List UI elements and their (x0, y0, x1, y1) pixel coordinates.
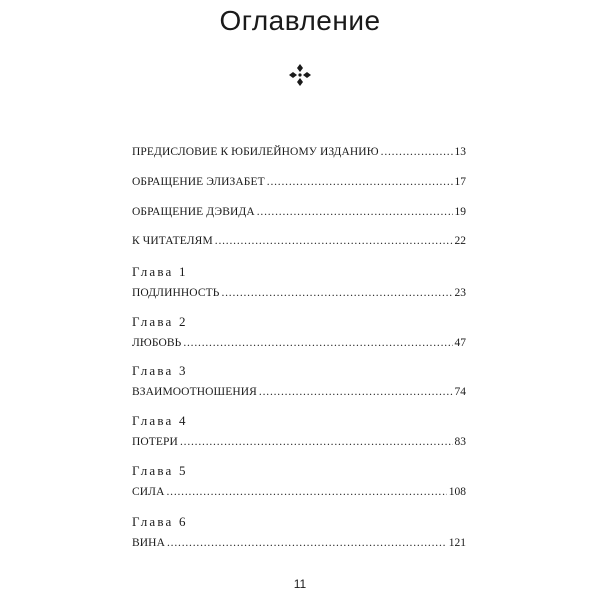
dot-leader (267, 174, 453, 190)
toc-entry-page: 19 (454, 206, 466, 218)
toc-entry-chapter-3[interactable] (132, 384, 466, 400)
toc-entry-page: 121 (448, 537, 466, 549)
page-title: Оглавление (219, 5, 381, 36)
toc-entry-label: ОБРАЩЕНИЕ ЭЛИЗАБЕТ (132, 176, 265, 188)
toc-entry-label: ПОТЕРИ (132, 436, 178, 448)
chapter-heading-2: Глава 2 (132, 314, 188, 329)
dot-leader (215, 233, 453, 249)
toc-entry-chapter-2[interactable] (132, 335, 466, 351)
toc-entry-chapter-6[interactable] (132, 535, 466, 551)
toc-entry-david-address[interactable] (132, 204, 466, 220)
toc-entry-label: ЛЮБОВЬ (132, 337, 182, 349)
toc-entry-page: 74 (454, 386, 466, 398)
toc-entry-page: 23 (454, 287, 466, 299)
dot-leader (167, 535, 447, 551)
toc-entry-label: К ЧИТАТЕЛЯМ (132, 235, 213, 247)
footer-page-number: 11 (293, 577, 307, 591)
toc-entry-label: СИЛА (132, 486, 165, 498)
dot-leader (381, 144, 453, 160)
toc-entry-label: ВЗАИМООТНОШЕНИЯ (132, 386, 257, 398)
chapter-heading-5: Глава 5 (132, 463, 188, 478)
toc-entry-page: 108 (448, 486, 466, 498)
dot-leader (257, 204, 453, 220)
four-diamond-ornament-icon (289, 64, 311, 86)
toc-entry-chapter-1[interactable] (132, 285, 466, 301)
toc-entry-label: ВИНА (132, 537, 165, 549)
toc-entry-label: ПРЕДИСЛОВИЕ К ЮБИЛЕЙНОМУ ИЗДАНИЮ (132, 146, 379, 158)
toc-entry-page: 22 (454, 235, 466, 247)
chapter-heading-6: Глава 6 (132, 514, 188, 529)
dot-leader (166, 484, 446, 500)
dot-leader (259, 384, 453, 400)
toc-entry-chapter-5[interactable] (132, 484, 466, 500)
toc-entry-elizabeth-address[interactable] (132, 174, 466, 190)
toc-entry-preface[interactable] (132, 144, 466, 160)
toc-entry-page: 13 (454, 146, 466, 158)
chapter-heading-4: Глава 4 (132, 413, 188, 428)
toc-entry-page: 17 (454, 176, 466, 188)
toc-entry-page: 47 (454, 337, 466, 349)
toc-entry-to-readers[interactable] (132, 233, 466, 249)
toc-entry-label: ПОДЛИННОСТЬ (132, 287, 220, 299)
toc-entry-page: 83 (454, 436, 466, 448)
dot-leader (221, 285, 452, 301)
toc-entry-chapter-4[interactable] (132, 434, 466, 450)
toc-entry-label: ОБРАЩЕНИЕ ДЭВИДА (132, 206, 255, 218)
chapter-heading-3: Глава 3 (132, 363, 188, 378)
dot-leader (180, 434, 453, 450)
chapter-heading-1: Глава 1 (132, 264, 188, 279)
dot-leader (183, 335, 452, 351)
